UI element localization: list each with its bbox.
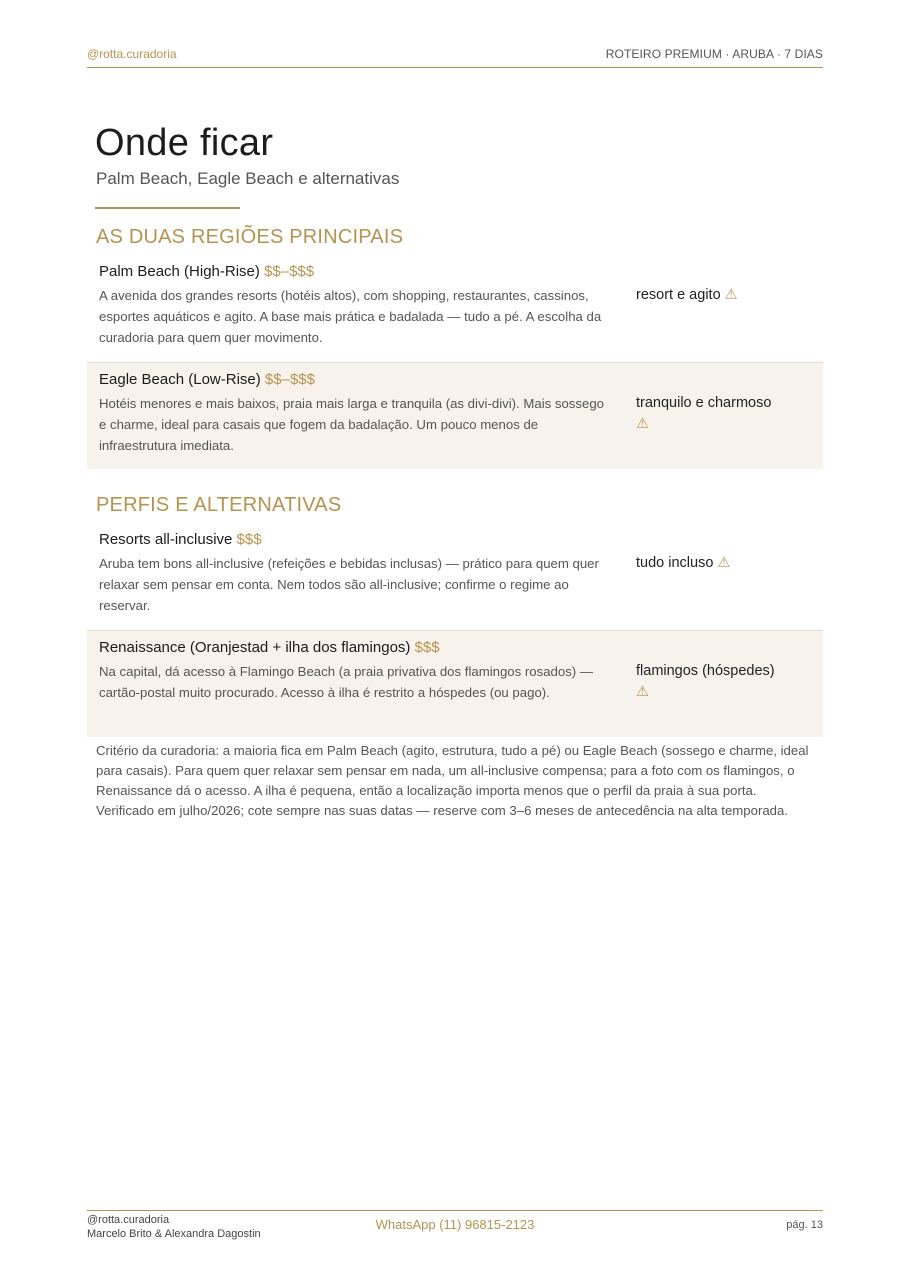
page-subtitle: Palm Beach, Eagle Beach e alternativas — [96, 169, 400, 188]
page-header — [87, 46, 823, 68]
header-doc-title: ROTEIRO PREMIUM · ARUBA · 7 DIAS — [605, 47, 823, 61]
header-brand: @rotta.curadoria — [87, 47, 177, 61]
card-description: Aruba tem bons all-inclusive (refeições e bebidas inclusas) — prático para quem quer relaxar sem pensar em conta. Nem todos são all-inclusive; confirme o regime ao reservar. — [99, 556, 599, 613]
card-tag-text: resort e agito — [636, 287, 721, 303]
card-title — [99, 639, 440, 656]
card-name: Renaissance (Oranjestad + ilha dos flamingos) — [99, 639, 411, 656]
card-title — [99, 263, 314, 280]
card-eagle-beach — [87, 362, 823, 469]
section-heading-profiles: PERFIS E ALTERNATIVAS — [96, 494, 342, 516]
page-footer — [87, 1210, 823, 1251]
card-tag — [636, 553, 786, 574]
card-all-inclusive — [87, 523, 823, 629]
footer-authors: Marcelo Brito & Alexandra Dagostin — [87, 1228, 261, 1240]
curation-criterion-note: Critério da curadoria: a maioria fica em Palm Beach (agito, estrutura, tudo a pé) ou Eagle Beach (sossego e charme, ideal para casais). Para quem quer relaxar sem pensar em nada, um all-inclusive compensa; para a foto com os flamingos, o Renaissance dá o acesso. A ilha é pequena, então a localização importa menos que o perfil da praia à sua porta. Verificado em julho/2026; cote sempre nas suas datas — reserve com 3–6 meses de antecedência na alta temporada. — [96, 743, 809, 818]
page-number: pág. 13 — [786, 1219, 823, 1231]
warning-icon: ⚠ — [717, 555, 731, 571]
card-name: Eagle Beach (Low-Rise) — [99, 371, 261, 388]
card-price: $$$ — [414, 639, 440, 656]
page-title: Onde ficar — [95, 122, 274, 164]
card-renaissance — [87, 630, 823, 737]
card-description: Hotéis menores e mais baixos, praia mais larga e tranquila (as divi-divi). Mais sossego e charme, ideal para casais que fogem da badalação. Um pouco menos de infraestrutura imediata. — [99, 396, 604, 453]
card-tag-text: tudo incluso — [636, 555, 714, 571]
card-price: $$–$$$ — [264, 263, 315, 280]
section-heading-main-regions: AS DUAS REGIÕES PRINCIPAIS — [96, 226, 404, 248]
card-price: $$$ — [236, 531, 262, 548]
card-name: Palm Beach (High-Rise) — [99, 263, 260, 280]
card-tag — [636, 393, 786, 435]
footer-whatsapp: WhatsApp (11) 96815-2123 — [375, 1217, 535, 1232]
footer-brand: @rotta.curadoria — [87, 1214, 170, 1226]
card-tag-text: tranquilo e charmoso — [636, 395, 772, 411]
card-title — [99, 371, 315, 388]
card-price: $$–$$$ — [264, 371, 315, 388]
card-tag — [636, 285, 786, 306]
card-palm-beach — [87, 255, 823, 361]
card-description: Na capital, dá acesso à Flamingo Beach (a praia privativa dos flamingos rosados) — cartão-postal muito procurado. Acesso à ilha é restrito a hóspedes (ou pago). — [99, 664, 594, 700]
title-divider — [95, 207, 240, 209]
warning-icon: ⚠ — [636, 416, 649, 432]
warning-icon: ⚠ — [636, 684, 649, 700]
card-tag — [636, 661, 786, 703]
warning-icon: ⚠ — [724, 287, 738, 303]
card-description: A avenida dos grandes resorts (hotéis altos), com shopping, restaurantes, cassinos, esportes aquáticos e agito. A base mais prática e badalada — tudo a pé. A escolha da curadoria para quem quer movimento. — [99, 288, 602, 345]
card-title — [99, 531, 262, 548]
card-name: Resorts all-inclusive — [99, 531, 233, 548]
card-tag-text: flamingos (hóspedes) — [636, 663, 775, 679]
